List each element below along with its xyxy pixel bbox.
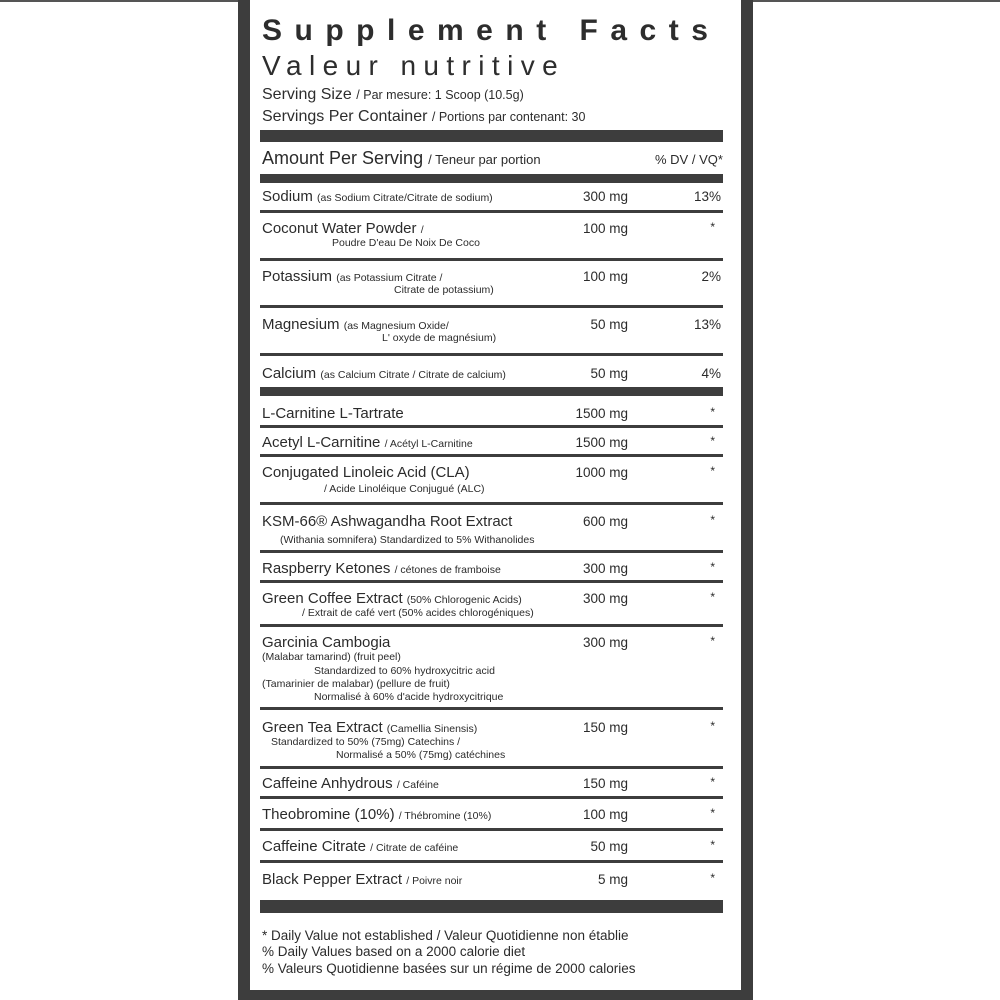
ingredient-dv: *	[710, 464, 715, 478]
ingredient-name: Calcium (as Calcium Citrate / Citrate de calcium)	[262, 365, 506, 382]
ingredient-amount: 300 mg	[582, 635, 628, 650]
ingredient-amount: 150 mg	[582, 720, 628, 735]
serving-size	[262, 86, 524, 104]
ingredient-subtext: Standardized to 50% (75mg) Catechins /	[271, 736, 461, 748]
thick-divider	[260, 130, 723, 142]
amount-per-serving	[262, 148, 541, 169]
supplement-facts-panel	[238, 0, 753, 1000]
ingredient-subtext: Standardized to 60% hydroxycitric acid	[314, 665, 495, 677]
ingredient-dv: 4%	[701, 366, 721, 381]
ingredient-dv: *	[710, 719, 715, 733]
ingredient-subtext: / Acide Linoléique Conjugué (ALC)	[324, 483, 485, 495]
footnote-line-3: % Valeurs Quotidienne basées sur un régime de 2000 calories	[262, 961, 636, 976]
ingredient-amount: 150 mg	[582, 776, 628, 791]
ingredient-name: Garcinia Cambogia	[262, 634, 391, 651]
ingredient-name: Potassium (as Potassium Citrate /	[262, 268, 443, 285]
ingredient-dv: *	[710, 806, 715, 820]
ingredient-dv: *	[710, 434, 715, 448]
ingredient-amount: 1000 mg	[575, 465, 628, 480]
ingredient-dv: 13%	[693, 317, 721, 332]
row-divider	[260, 766, 723, 769]
row-divider	[260, 258, 723, 261]
ingredient-dv: *	[710, 590, 715, 604]
ingredient-name: Caffeine Citrate / Citrate de caféine	[262, 838, 459, 855]
ingredient-amount: 300 mg	[582, 591, 628, 606]
footnote-line-1: * Daily Value not established / Valeur Quotidienne non établie	[262, 928, 629, 943]
medium-divider	[260, 387, 723, 396]
ingredient-name: Magnesium (as Magnesium Oxide/	[262, 316, 449, 333]
ingredient-name: Black Pepper Extract / Poivre noir	[262, 871, 463, 888]
title-french: Valeur nutritive	[262, 50, 566, 81]
medium-divider	[260, 174, 723, 183]
ingredient-dv: 13%	[693, 189, 721, 204]
ingredient-name: Caffeine Anhydrous / Caféine	[262, 775, 439, 792]
ingredient-amount: 300 mg	[582, 189, 628, 204]
ingredient-subtext: (Withania somnifera) Standardized to 5% Withanolides	[280, 534, 535, 546]
serving-size-label: Serving Size	[262, 86, 352, 103]
ingredient-amount: 100 mg	[582, 269, 628, 284]
ingredient-dv: *	[710, 405, 715, 419]
ingredient-amount: 1500 mg	[575, 435, 628, 450]
ingredient-name: Sodium (as Sodium Citrate/Citrate de sodium)	[262, 188, 493, 205]
row-divider	[260, 305, 723, 308]
servings-value: / Portions par contenant: 30	[431, 110, 586, 124]
ingredient-dv: *	[710, 634, 715, 648]
dv-header: % DV / VQ*	[655, 152, 723, 167]
ingredient-amount: 5 mg	[597, 872, 628, 887]
ingredient-name: Theobromine (10%) / Thébromine (10%)	[262, 806, 492, 823]
ingredient-subtext: L' oxyde de magnésium)	[382, 332, 497, 344]
serving-size-value: / Par mesure: 1 Scoop (10.5g)	[356, 88, 524, 102]
row-divider	[260, 454, 723, 457]
row-divider	[260, 550, 723, 553]
row-divider	[260, 828, 723, 831]
ingredient-subtext: (Tamarinier de malabar) (pellure de fruit)	[262, 678, 450, 690]
row-divider	[260, 707, 723, 710]
ingredient-amount: 300 mg	[582, 561, 628, 576]
ingredient-dv: 2%	[701, 269, 721, 284]
ingredient-dv: *	[710, 560, 715, 574]
ingredient-amount: 50 mg	[590, 366, 628, 381]
ingredient-amount: 50 mg	[590, 317, 628, 332]
ingredient-subtext: (Malabar tamarind) (fruit peel)	[262, 651, 401, 663]
ingredient-amount: 1500 mg	[575, 406, 628, 421]
row-divider	[260, 580, 723, 583]
row-divider	[260, 502, 723, 505]
footnote-line-2: % Daily Values based on a 2000 calorie diet	[262, 944, 526, 959]
ingredient-amount: 50 mg	[590, 839, 628, 854]
ingredient-subtext: / Extrait de café vert (50% acides chlorogéniques)	[302, 607, 534, 619]
ingredient-subtext: Citrate de potassium)	[394, 284, 494, 296]
row-divider	[260, 860, 723, 863]
ingredient-amount: 100 mg	[582, 807, 628, 822]
ingredient-name: Green Tea Extract (Camellia Sinensis)	[262, 719, 478, 736]
ingredient-subtext: Normalisé a 50% (75mg) catéchines	[336, 749, 506, 761]
amount-label: Amount Per Serving	[262, 148, 424, 168]
title-english: Supplement Facts	[262, 14, 721, 47]
amount-label-fr: / Teneur par portion	[428, 152, 541, 167]
ingredient-amount: 100 mg	[582, 221, 628, 236]
row-divider	[260, 425, 723, 428]
ingredient-name: KSM-66® Ashwagandha Root Extract	[262, 513, 513, 530]
ingredient-name: Conjugated Linoleic Acid (CLA)	[262, 464, 470, 481]
ingredient-dv: *	[710, 513, 715, 527]
ingredient-name: L-Carnitine L-Tartrate	[262, 405, 404, 422]
servings-label: Servings Per Container	[262, 108, 428, 125]
ingredient-subtext: Normalisé à 60% d'acide hydroxycitrique	[314, 691, 504, 703]
ingredient-name: Acetyl L-Carnitine / Acétyl L-Carnitine	[262, 434, 473, 451]
servings-per-container	[262, 108, 585, 126]
ingredient-dv: *	[710, 838, 715, 852]
ingredient-dv: *	[710, 220, 715, 234]
ingredient-dv: *	[710, 775, 715, 789]
row-divider	[260, 796, 723, 799]
row-divider	[260, 210, 723, 213]
thick-divider	[260, 900, 723, 913]
ingredient-name: Green Coffee Extract (50% Chlorogenic Acids)	[262, 590, 522, 607]
ingredient-dv: *	[710, 871, 715, 885]
ingredient-name: Raspberry Ketones / cétones de framboise	[262, 560, 501, 577]
row-divider	[260, 624, 723, 627]
row-divider	[260, 353, 723, 356]
ingredient-subtext: Poudre D'eau De Noix De Coco	[332, 237, 480, 249]
ingredient-amount: 600 mg	[582, 514, 628, 529]
ingredient-name: Coconut Water Powder /	[262, 220, 424, 237]
